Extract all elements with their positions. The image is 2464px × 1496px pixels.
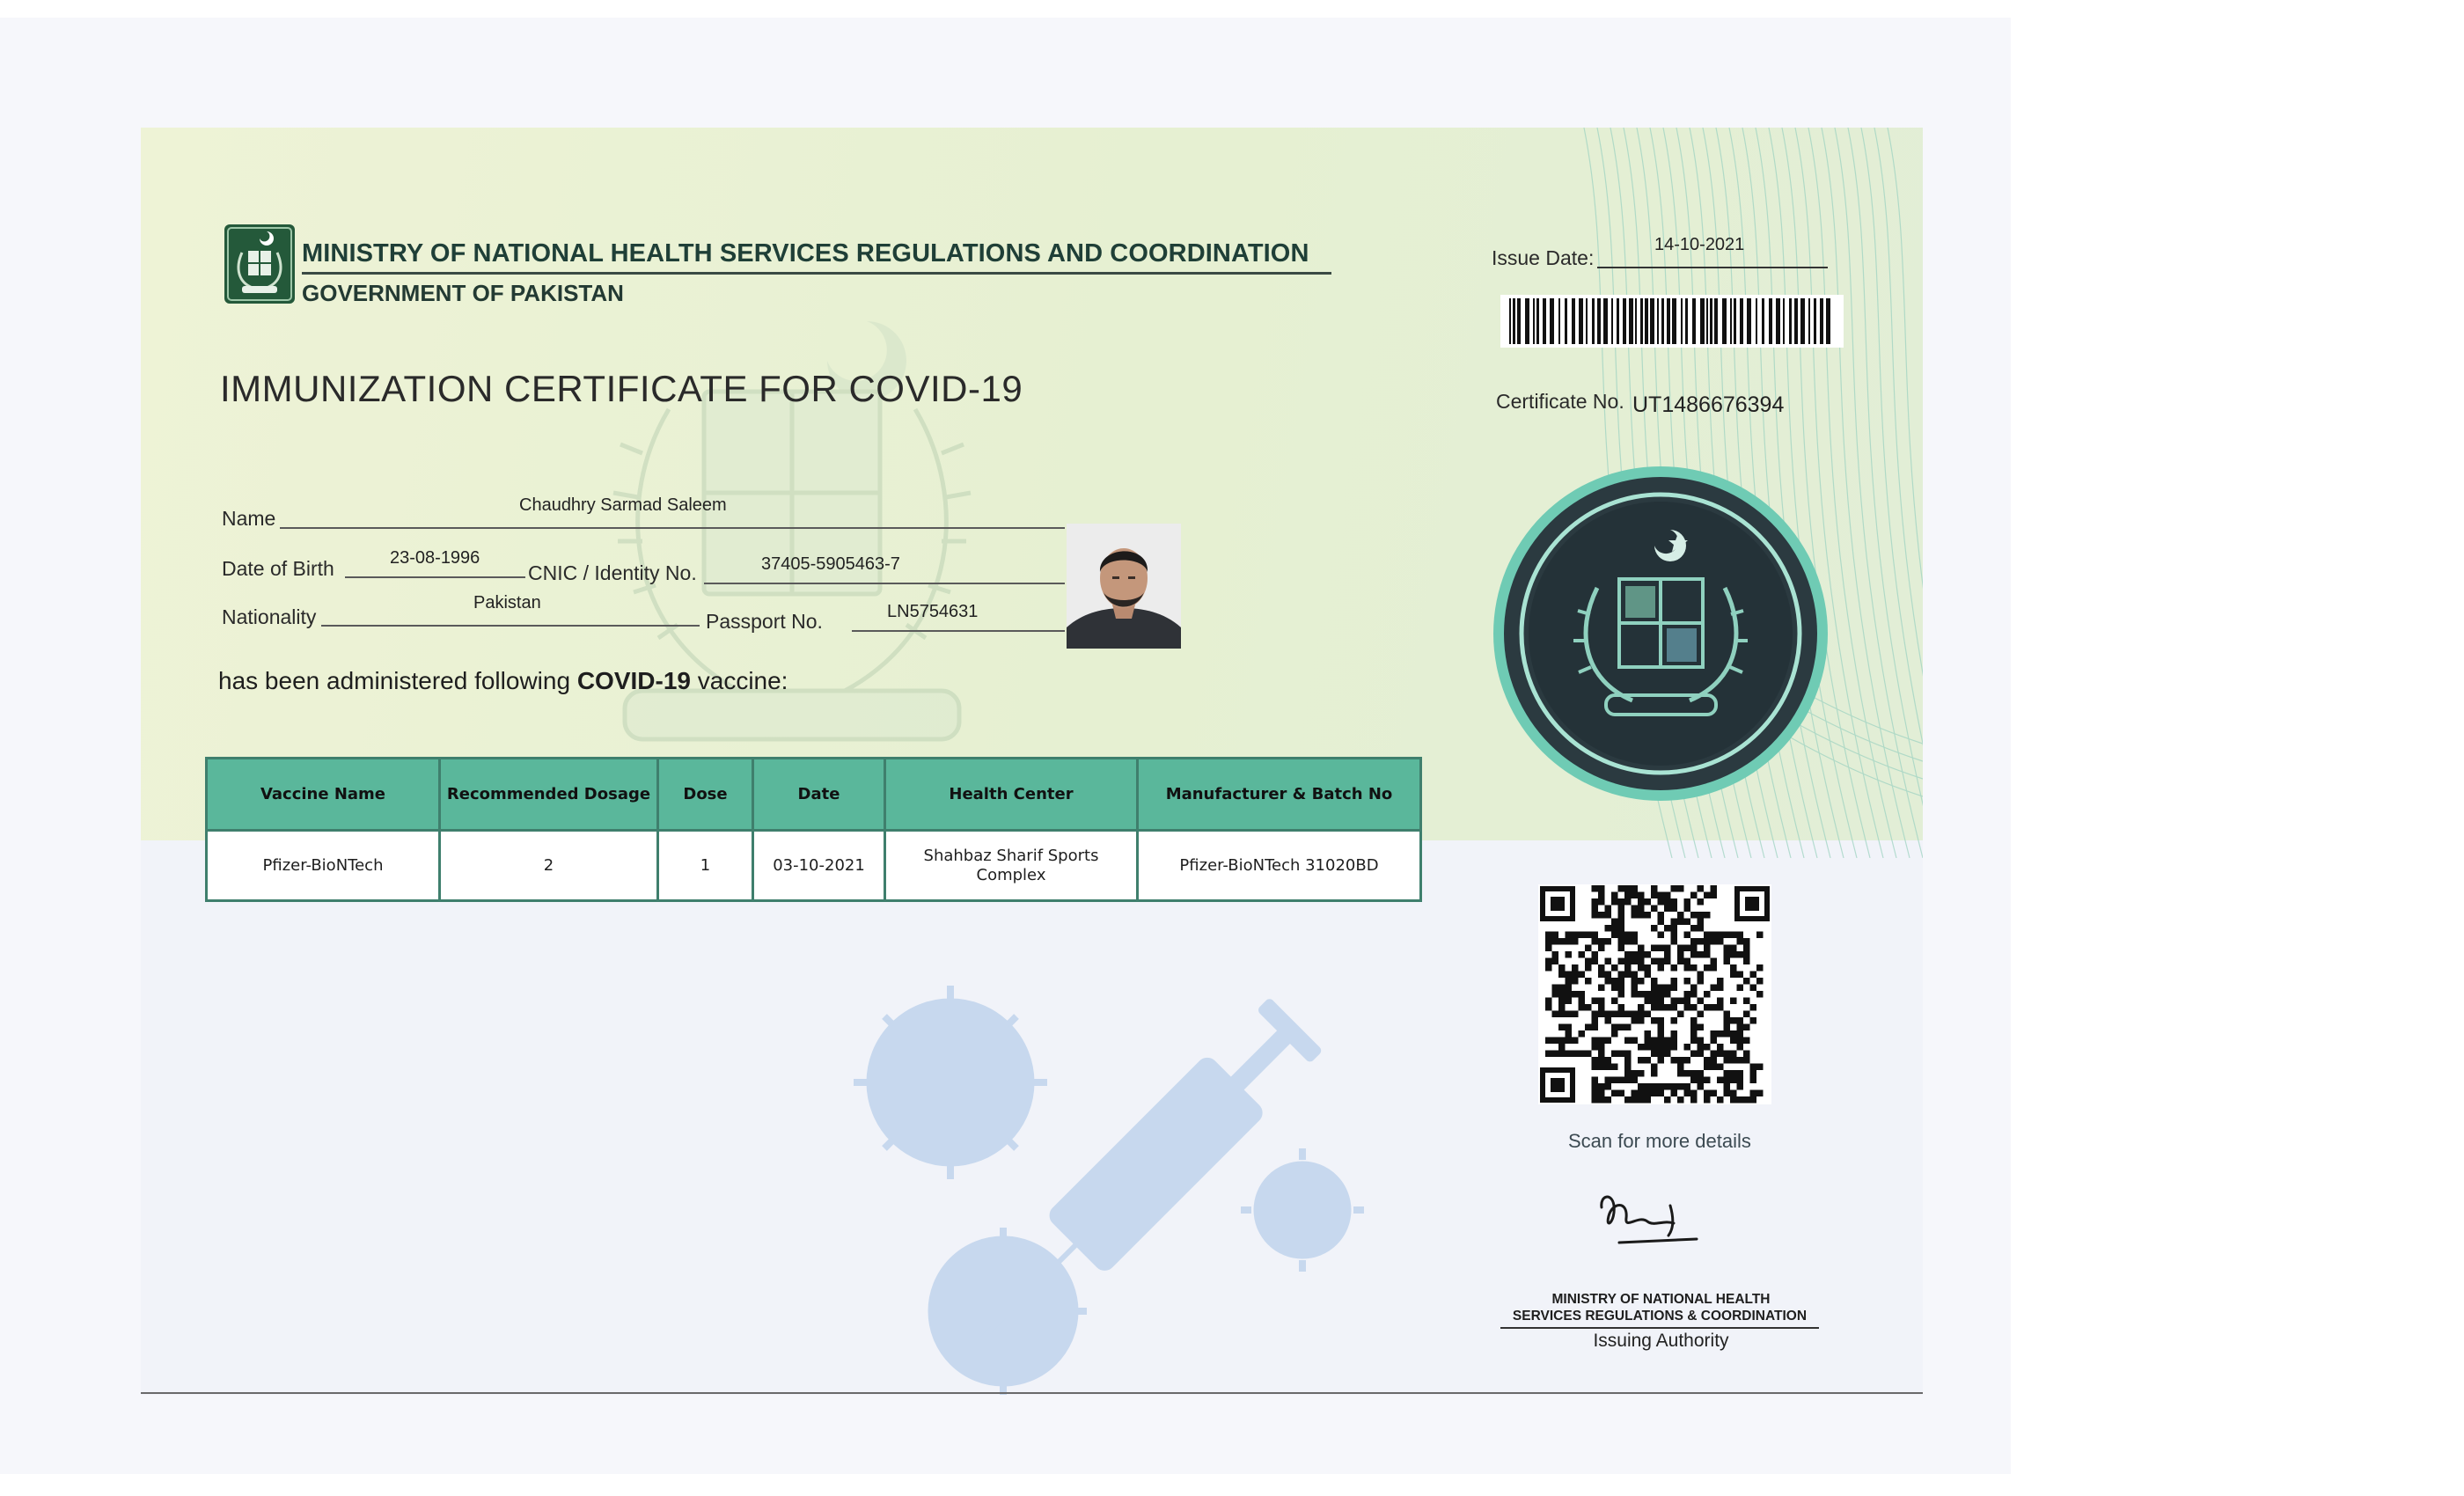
name-label: Name <box>222 507 276 530</box>
issue-date-label: Issue Date: <box>1492 246 1595 269</box>
cnic-value: 37405-5905463-7 <box>761 554 900 574</box>
qr-caption: Scan for more details <box>1568 1130 1751 1152</box>
administered-statement <box>218 667 788 695</box>
cell-manufacturer-batch: Pfizer-BioNTech 31020BD <box>1138 831 1421 901</box>
vaccine-table <box>205 757 1422 902</box>
certificate-bottom-border <box>141 1392 1923 1394</box>
issue-date-underline <box>1597 267 1828 268</box>
header-date: Date <box>753 759 885 831</box>
authority-name-line1: MINISTRY OF NATIONAL HEALTH <box>1551 1292 1771 1307</box>
cell-health-center: Shahbaz Sharif Sports Complex <box>885 831 1138 901</box>
qr-code-icon <box>1538 884 1771 1104</box>
watermark-vaccine-icon <box>836 977 1443 1395</box>
table-row <box>207 831 1421 901</box>
official-seal-icon <box>1492 465 1830 803</box>
nationality-value: Pakistan <box>473 593 541 612</box>
authority-name-line2: SERVICES REGULATIONS & COORDINATION <box>1500 1309 1819 1329</box>
passport-value: LN5754631 <box>887 602 979 621</box>
certificate-number-label: Certificate No. <box>1496 390 1624 413</box>
name-underline <box>280 527 1065 529</box>
cnic-underline <box>704 583 1065 584</box>
cell-recommended-dosage: 2 <box>440 831 658 901</box>
nationality-underline <box>321 625 700 627</box>
government-title: GOVERNMENT OF PAKISTAN <box>302 280 624 306</box>
dob-underline <box>345 576 525 578</box>
administered-prefix: has been administered following <box>218 667 577 694</box>
dob-value: 23-08-1996 <box>390 548 480 568</box>
header-dose: Dose <box>658 759 753 831</box>
passport-label: Passport No. <box>706 610 823 633</box>
dob-label: Date of Birth <box>222 557 334 580</box>
ministry-emblem-icon <box>224 224 295 304</box>
header-health-center: Health Center <box>885 759 1138 831</box>
table-header-row <box>207 759 1421 831</box>
administered-suffix: vaccine: <box>690 667 788 694</box>
administered-vaccine-type: COVID-19 <box>576 667 691 694</box>
header-manufacturer-batch: Manufacturer & Batch No <box>1138 759 1421 831</box>
issuing-authority-label: Issuing Authority <box>1593 1331 1729 1351</box>
issue-date-value: 14-10-2021 <box>1654 235 1745 254</box>
watermark-state-emblem <box>510 277 1144 770</box>
header-recommended-dosage: Recommended Dosage <box>440 759 658 831</box>
barcode-icon <box>1500 295 1844 348</box>
passport-underline <box>852 630 1065 632</box>
certificate-number-value: UT1486676394 <box>1632 392 1785 417</box>
nationality-label: Nationality <box>222 605 317 628</box>
ministry-title: MINISTRY OF NATIONAL HEALTH SERVICES REGULATIONS AND COORDINATION <box>302 239 1331 275</box>
header-vaccine-name: Vaccine Name <box>207 759 440 831</box>
cell-vaccine-name: Pfizer-BioNTech <box>207 831 440 901</box>
authority-signature <box>1593 1188 1707 1258</box>
cell-dose: 1 <box>658 831 753 901</box>
name-value: Chaudhry Sarmad Saleem <box>519 495 727 515</box>
cell-date: 03-10-2021 <box>753 831 885 901</box>
cnic-label: CNIC / Identity No. <box>528 561 697 584</box>
holder-photo <box>1067 524 1181 649</box>
certificate-title: IMMUNIZATION CERTIFICATE FOR COVID-19 <box>220 368 1023 409</box>
